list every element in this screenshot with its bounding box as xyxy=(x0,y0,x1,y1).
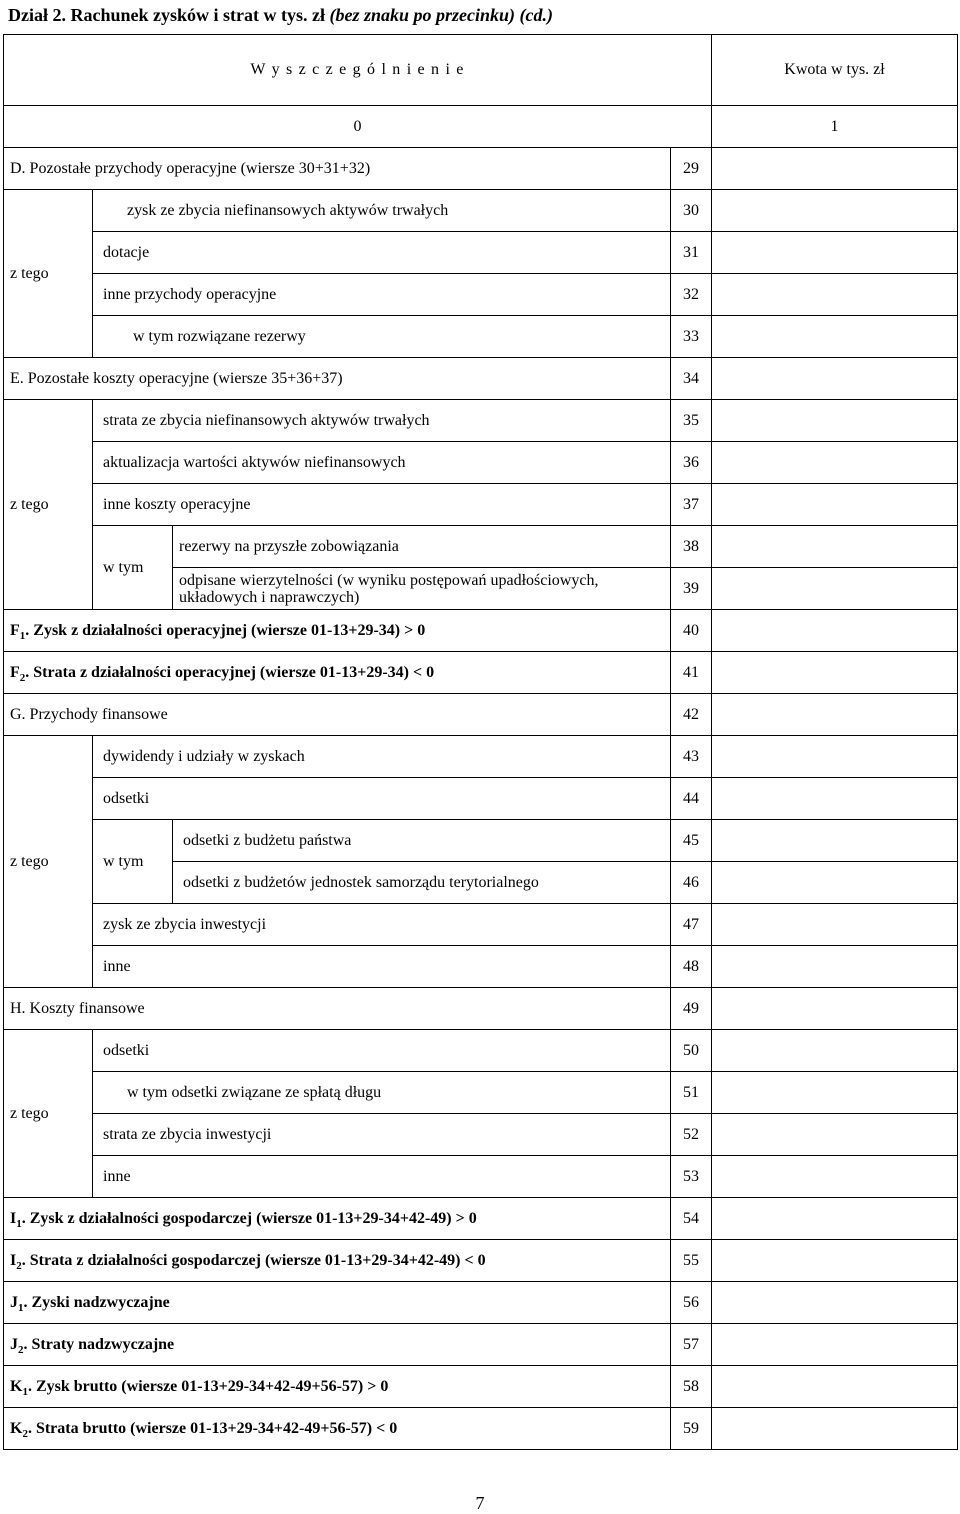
row-label: strata ze zbycia niefinansowych aktywów trwałych xyxy=(93,400,671,442)
row-number: 50 xyxy=(671,1030,712,1072)
row-label: dotacje xyxy=(93,232,671,274)
amount-cell[interactable] xyxy=(712,820,958,862)
table-row xyxy=(4,316,958,358)
row-label: $I_2$. Strata z działalności gospodarczej (wiersze 01-13+29-34+42-49) < 0 xyxy=(4,1240,671,1282)
row-label: odsetki xyxy=(93,778,671,820)
amount-cell[interactable] xyxy=(712,1282,958,1324)
row-number: 44 xyxy=(671,778,712,820)
table-row xyxy=(4,1282,958,1324)
amount-cell[interactable] xyxy=(712,1198,958,1240)
row-number: 46 xyxy=(671,862,712,904)
amount-cell[interactable] xyxy=(712,274,958,316)
row-label: odsetki z budżetów jednostek samorządu terytorialnego xyxy=(173,862,671,904)
section-heading xyxy=(8,5,553,26)
table-row xyxy=(4,442,958,484)
table-row xyxy=(4,1156,958,1198)
row-label: D. Pozostałe przychody operacyjne (wiersze 30+31+32) xyxy=(4,148,671,190)
amount-cell[interactable] xyxy=(712,1324,958,1366)
column-index-1: 1 xyxy=(712,106,958,148)
row-number: 38 xyxy=(671,526,712,568)
table-row xyxy=(4,190,958,232)
amount-cell[interactable] xyxy=(712,610,958,652)
table-row xyxy=(4,988,958,1030)
amount-cell[interactable] xyxy=(712,652,958,694)
row-label: odsetki xyxy=(93,1030,671,1072)
table-row xyxy=(4,1114,958,1156)
table-row xyxy=(4,778,958,820)
row-number: 40 xyxy=(671,610,712,652)
heading-note: (bez znaku po przecinku) (cd.) xyxy=(329,5,553,25)
group-label: z tego xyxy=(4,1030,93,1198)
row-label: zysk ze zbycia niefinansowych aktywów trwałych xyxy=(93,190,671,232)
amount-cell[interactable] xyxy=(712,1366,958,1408)
amount-cell[interactable] xyxy=(712,904,958,946)
row-number: 55 xyxy=(671,1240,712,1282)
row-label: $J_1$. Zyski nadzwyczajne xyxy=(4,1282,671,1324)
row-number: 53 xyxy=(671,1156,712,1198)
row-number: 35 xyxy=(671,400,712,442)
header-description: W y s z c z e g ó l n i e n i e xyxy=(4,35,712,106)
row-label: zysk ze zbycia inwestycji xyxy=(93,904,671,946)
row-label: aktualizacja wartości aktywów niefinansowych xyxy=(93,442,671,484)
row-number: 51 xyxy=(671,1072,712,1114)
row-number: 29 xyxy=(671,148,712,190)
row-number: 54 xyxy=(671,1198,712,1240)
amount-cell[interactable] xyxy=(712,190,958,232)
row-label: inne xyxy=(93,1156,671,1198)
row-number: 59 xyxy=(671,1408,712,1450)
row-label: inne koszty operacyjne xyxy=(93,484,671,526)
table-row xyxy=(4,820,958,862)
row-number: 32 xyxy=(671,274,712,316)
group-label: z tego xyxy=(4,736,93,988)
row-number: 56 xyxy=(671,1282,712,1324)
table-row xyxy=(4,274,958,316)
table-row xyxy=(4,1072,958,1114)
table-row xyxy=(4,694,958,736)
table-row xyxy=(4,1366,958,1408)
table-row xyxy=(4,1198,958,1240)
row-label: dywidendy i udziały w zyskach xyxy=(93,736,671,778)
header-amount: Kwota w tys. zł xyxy=(712,35,958,106)
heading-title: Dział 2. Rachunek zysków i strat w tys. zł xyxy=(8,5,325,25)
amount-cell[interactable] xyxy=(712,778,958,820)
table-row xyxy=(4,652,958,694)
row-label: rezerwy na przyszłe zobowiązania xyxy=(173,526,671,568)
row-number: 42 xyxy=(671,694,712,736)
row-number: 45 xyxy=(671,820,712,862)
row-label: G. Przychody finansowe xyxy=(4,694,671,736)
amount-cell[interactable] xyxy=(712,148,958,190)
row-number: 52 xyxy=(671,1114,712,1156)
amount-cell[interactable] xyxy=(712,568,958,610)
row-number: 49 xyxy=(671,988,712,1030)
table-row xyxy=(4,1030,958,1072)
table-row xyxy=(4,400,958,442)
row-number: 30 xyxy=(671,190,712,232)
amount-cell[interactable] xyxy=(712,694,958,736)
row-number: 48 xyxy=(671,946,712,988)
table-row xyxy=(4,358,958,400)
table-row xyxy=(4,1240,958,1282)
row-label: odsetki z budżetu państwa xyxy=(173,820,671,862)
amount-cell[interactable] xyxy=(712,232,958,274)
row-label: E. Pozostałe koszty operacyjne (wiersze 35+36+37) xyxy=(4,358,671,400)
row-number: 43 xyxy=(671,736,712,778)
row-label: $K_1$. Zysk brutto (wiersze 01-13+29-34+42-49+56-57) > 0 xyxy=(4,1366,671,1408)
amount-cell[interactable] xyxy=(712,988,958,1030)
row-number: 34 xyxy=(671,358,712,400)
amount-cell[interactable] xyxy=(712,1072,958,1114)
table-row xyxy=(4,946,958,988)
row-number: 31 xyxy=(671,232,712,274)
row-label: inne xyxy=(93,946,671,988)
row-label: H. Koszty finansowe xyxy=(4,988,671,1030)
amount-cell[interactable] xyxy=(712,1114,958,1156)
row-number: 36 xyxy=(671,442,712,484)
column-index-row xyxy=(4,106,958,148)
amount-cell[interactable] xyxy=(712,358,958,400)
row-number: 57 xyxy=(671,1324,712,1366)
amount-cell[interactable] xyxy=(712,946,958,988)
income-statement-table xyxy=(3,34,958,1450)
table-row xyxy=(4,736,958,778)
amount-cell[interactable] xyxy=(712,1156,958,1198)
row-label: $I_1$. Zysk z działalności gospodarczej (wiersze 01-13+29-34+42-49) > 0 xyxy=(4,1198,671,1240)
amount-cell[interactable] xyxy=(712,1240,958,1282)
table-header-row xyxy=(4,35,958,106)
amount-cell[interactable] xyxy=(712,1408,958,1450)
row-label: w tym rozwiązane rezerwy xyxy=(93,316,671,358)
row-label: w tym odsetki związane ze spłatą długu xyxy=(93,1072,671,1114)
amount-cell[interactable] xyxy=(712,1030,958,1072)
table-row xyxy=(4,610,958,652)
page-number: 7 xyxy=(475,1493,485,1513)
w-tym-label: w tym xyxy=(93,526,173,610)
table-row xyxy=(4,526,958,568)
amount-cell[interactable] xyxy=(712,526,958,568)
table-row xyxy=(4,1324,958,1366)
table-row xyxy=(4,232,958,274)
column-index-0: 0 xyxy=(4,106,712,148)
row-label: $F_1$. Zysk z działalności operacyjnej (wiersze 01-13+29-34) > 0 xyxy=(4,610,671,652)
amount-cell[interactable] xyxy=(712,862,958,904)
row-number: 37 xyxy=(671,484,712,526)
row-number: 58 xyxy=(671,1366,712,1408)
row-label: $J_2$. Straty nadzwyczajne xyxy=(4,1324,671,1366)
group-label: z tego xyxy=(4,400,93,610)
group-label: z tego xyxy=(4,190,93,358)
row-label: inne przychody operacyjne xyxy=(93,274,671,316)
amount-cell[interactable] xyxy=(712,736,958,778)
table-row xyxy=(4,148,958,190)
row-label: odpisane wierzytelności (w wyniku postępowań upadłościowych, układowych i naprawczych) xyxy=(173,568,671,610)
amount-cell[interactable] xyxy=(712,400,958,442)
row-label: $F_2$. Strata z działalności operacyjnej (wiersze 01-13+29-34) < 0 xyxy=(4,652,671,694)
row-label: $K_2$. Strata brutto (wiersze 01-13+29-34+42-49+56-57) < 0 xyxy=(4,1408,671,1450)
table-row xyxy=(4,484,958,526)
row-number: 47 xyxy=(671,904,712,946)
amount-cell[interactable] xyxy=(712,316,958,358)
row-label: strata ze zbycia inwestycji xyxy=(93,1114,671,1156)
amount-cell[interactable] xyxy=(712,442,958,484)
row-number: 33 xyxy=(671,316,712,358)
amount-cell[interactable] xyxy=(712,484,958,526)
row-number: 39 xyxy=(671,568,712,610)
table-row xyxy=(4,904,958,946)
w-tym-label: w tym xyxy=(93,820,173,904)
table-row xyxy=(4,1408,958,1450)
row-number: 41 xyxy=(671,652,712,694)
